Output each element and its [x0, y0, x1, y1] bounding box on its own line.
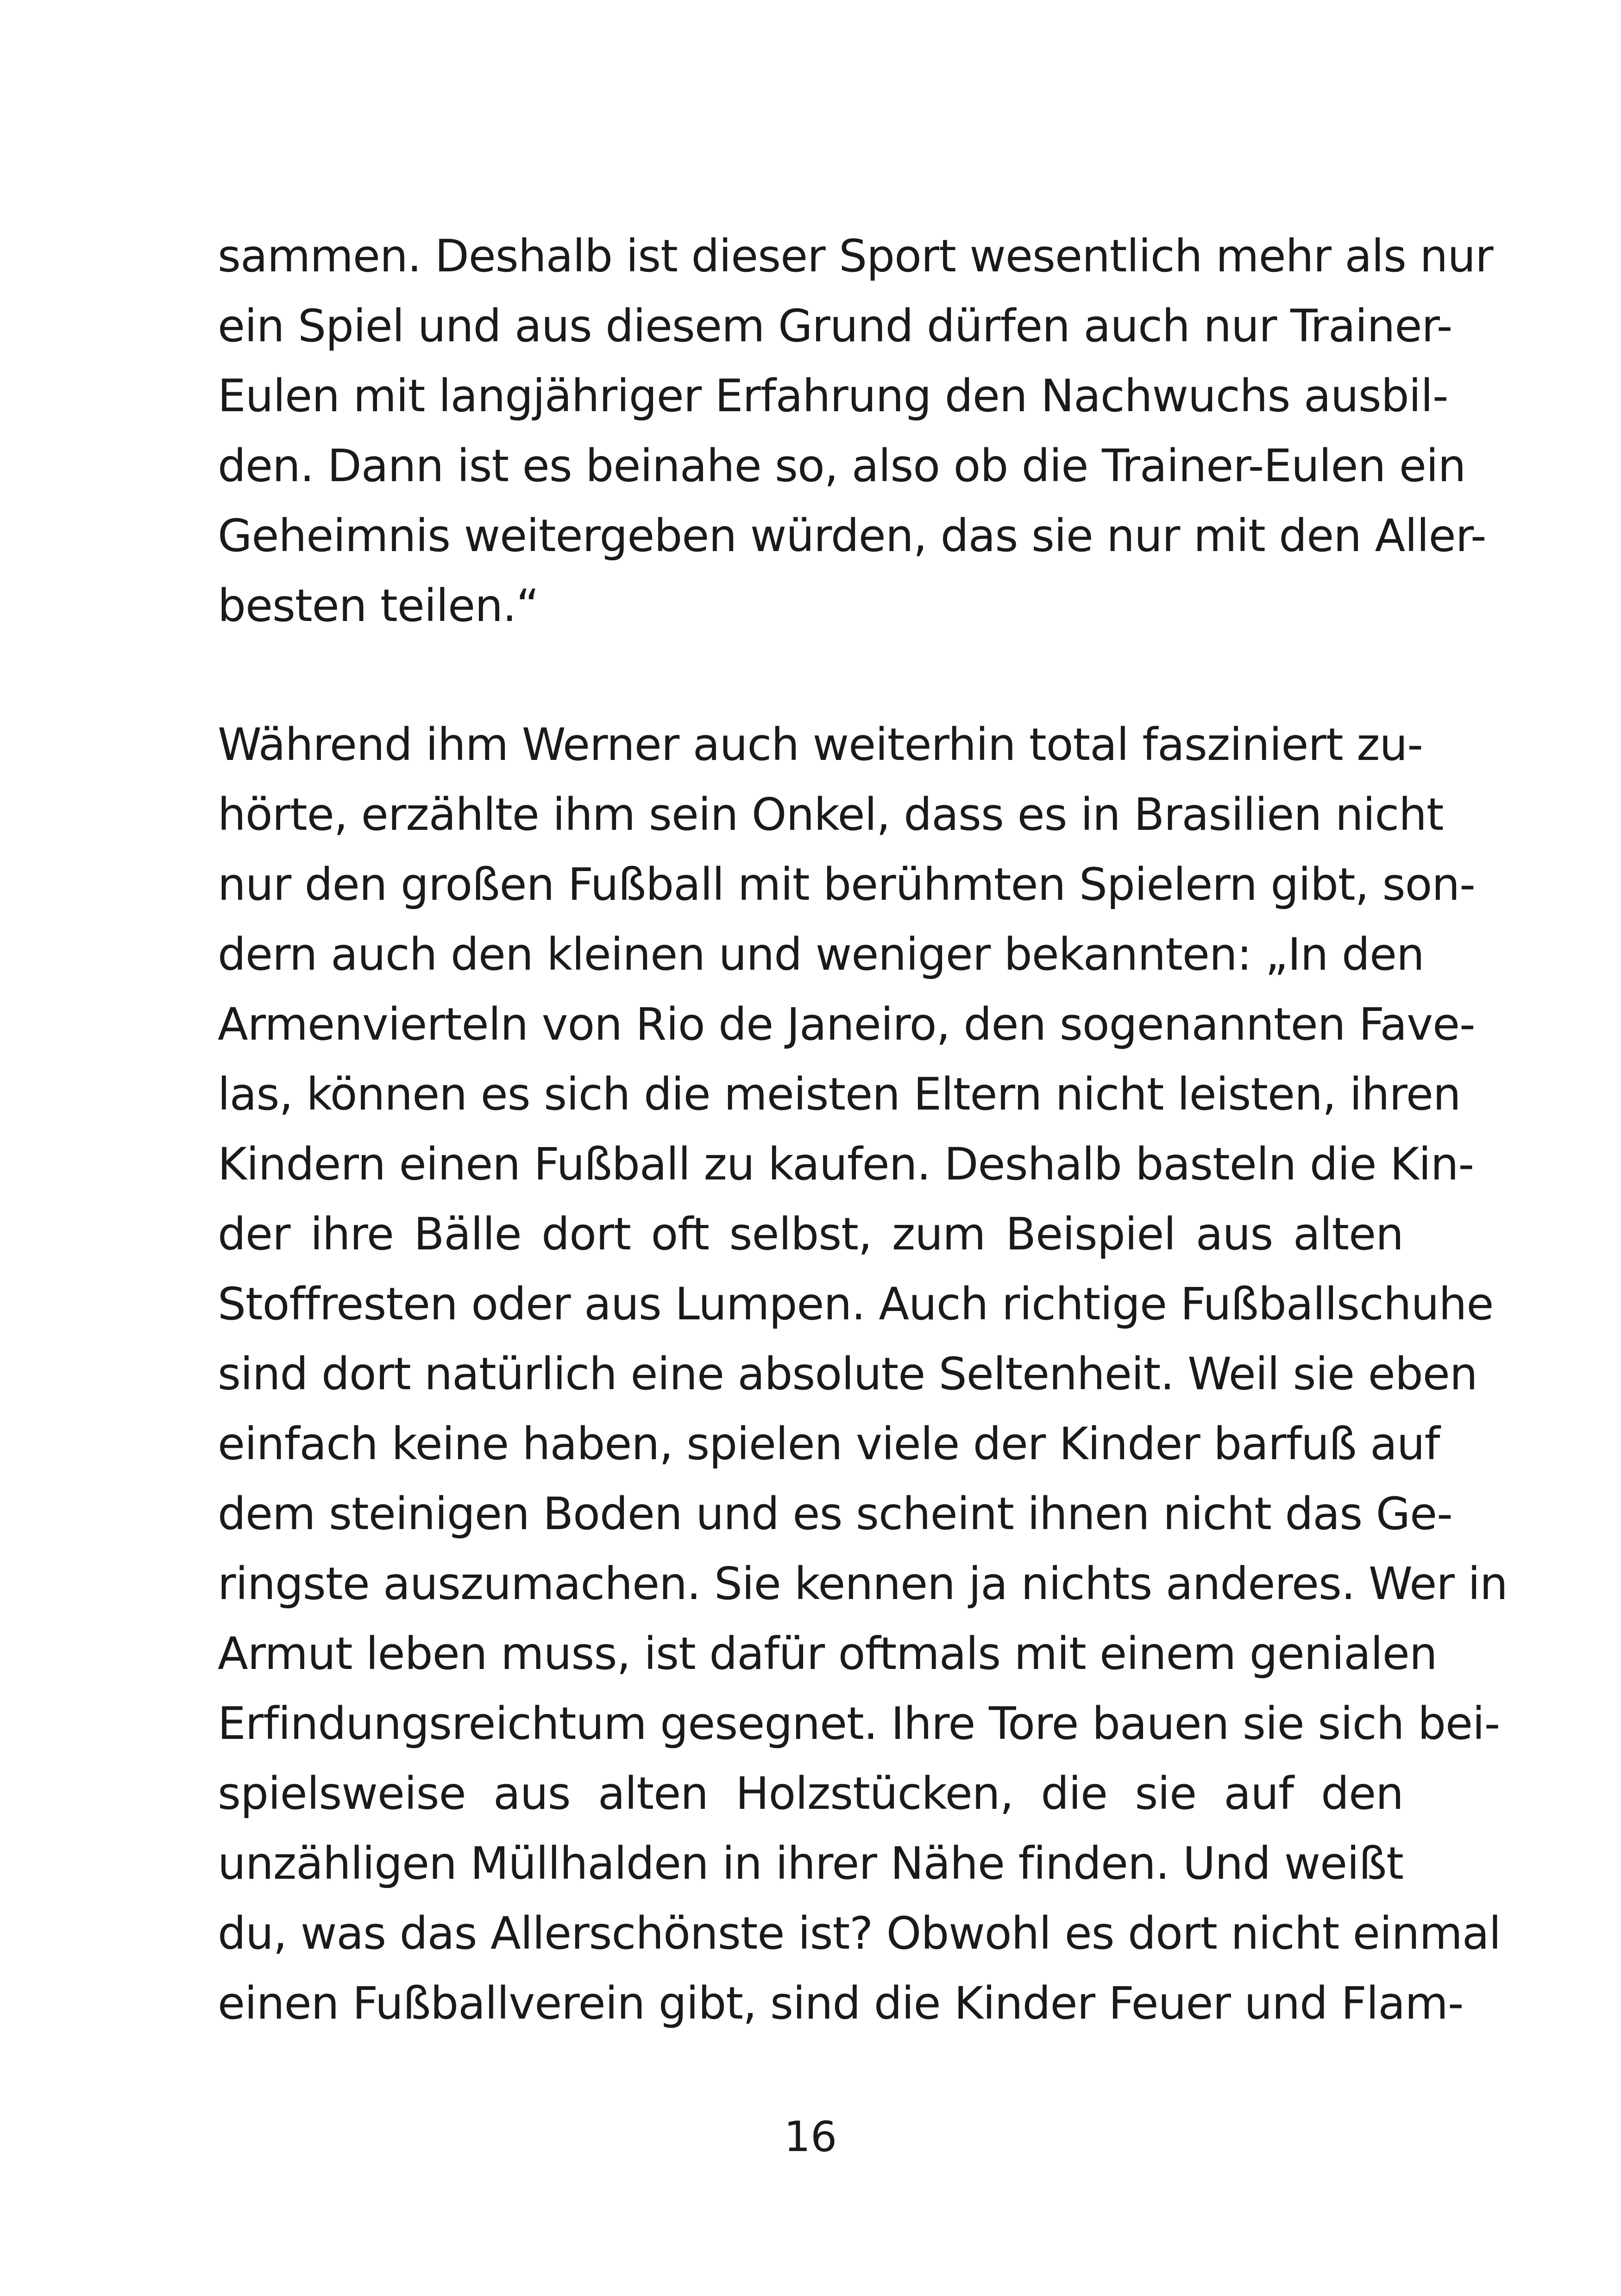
text-line: las, können es sich die meisten Eltern nicht leisten, ihren — [218, 1068, 1461, 1120]
text-line: ringste auszumachen. Sie kennen ja nichts anderes. Wer in — [218, 1558, 1508, 1610]
text-line: den. Dann ist es beinahe so, also ob die Trainer-Eulen ein — [218, 440, 1466, 492]
page-number: 16 — [784, 2113, 837, 2161]
text-line: der ihre Bälle dort oft selbst, zum Beispiel aus alten — [218, 1208, 1403, 1260]
text-line: Stoffresten oder aus Lumpen. Auch richtige Fußballschuhe — [218, 1278, 1494, 1330]
text-line: ein Spiel und aus diesem Grund dürfen auch nur Trainer- — [218, 300, 1452, 352]
text-line: nur den großen Fußball mit berühmten Spielern gibt, son- — [218, 859, 1475, 910]
text-line: einfach keine haben, spielen viele der Kinder barfuß auf — [218, 1418, 1440, 1470]
text-line: hörte, erzählte ihm sein Onkel, dass es in Brasilien nicht — [218, 789, 1444, 841]
text-line: dern auch den kleinen und weniger bekannten: „In den — [218, 928, 1424, 980]
paragraph-2 — [218, 710, 1508, 2039]
text-line: sind dort natürlich eine absolute Seltenheit. Weil sie eben — [218, 1348, 1477, 1400]
text-line: Erfindungsreichtum gesegnet. Ihre Tore bauen sie sich bei- — [218, 1698, 1500, 1750]
text-line: einen Fußballverein gibt, sind die Kinder Feuer und Flam- — [218, 1977, 1464, 2029]
text-line: unzähligen Müllhalden in ihrer Nähe finden. Und weißt — [218, 1838, 1403, 1889]
text-line: besten teilen.“ — [218, 580, 539, 632]
text-line: Während ihm Werner auch weiterhin total fasziniert zu- — [218, 719, 1423, 771]
text-line: du, was das Allerschönste ist? Obwohl es dort nicht einmal — [218, 1907, 1501, 1959]
text-line: sammen. Deshalb ist dieser Sport wesentlich mehr als nur — [218, 230, 1493, 282]
text-line: Eulen mit langjähriger Erfahrung den Nachwuchs ausbil- — [218, 370, 1448, 422]
text-line: spielsweise aus alten Holzstücken, die sie auf den — [218, 1768, 1403, 1819]
text-line: Armut leben muss, ist dafür oftmals mit einem genialen — [218, 1628, 1437, 1680]
text-line: dem steinigen Boden und es scheint ihnen nicht das Ge- — [218, 1488, 1452, 1540]
text-line: Kindern einen Fußball zu kaufen. Deshalb basteln die Kin- — [218, 1138, 1474, 1190]
text-line: Geheimnis weitergeben würden, das sie nur mit den Aller- — [218, 510, 1486, 562]
text-line: Armenvierteln von Rio de Janeiro, den sogenannten Fave- — [218, 998, 1475, 1050]
paragraph-1 — [218, 221, 1493, 641]
